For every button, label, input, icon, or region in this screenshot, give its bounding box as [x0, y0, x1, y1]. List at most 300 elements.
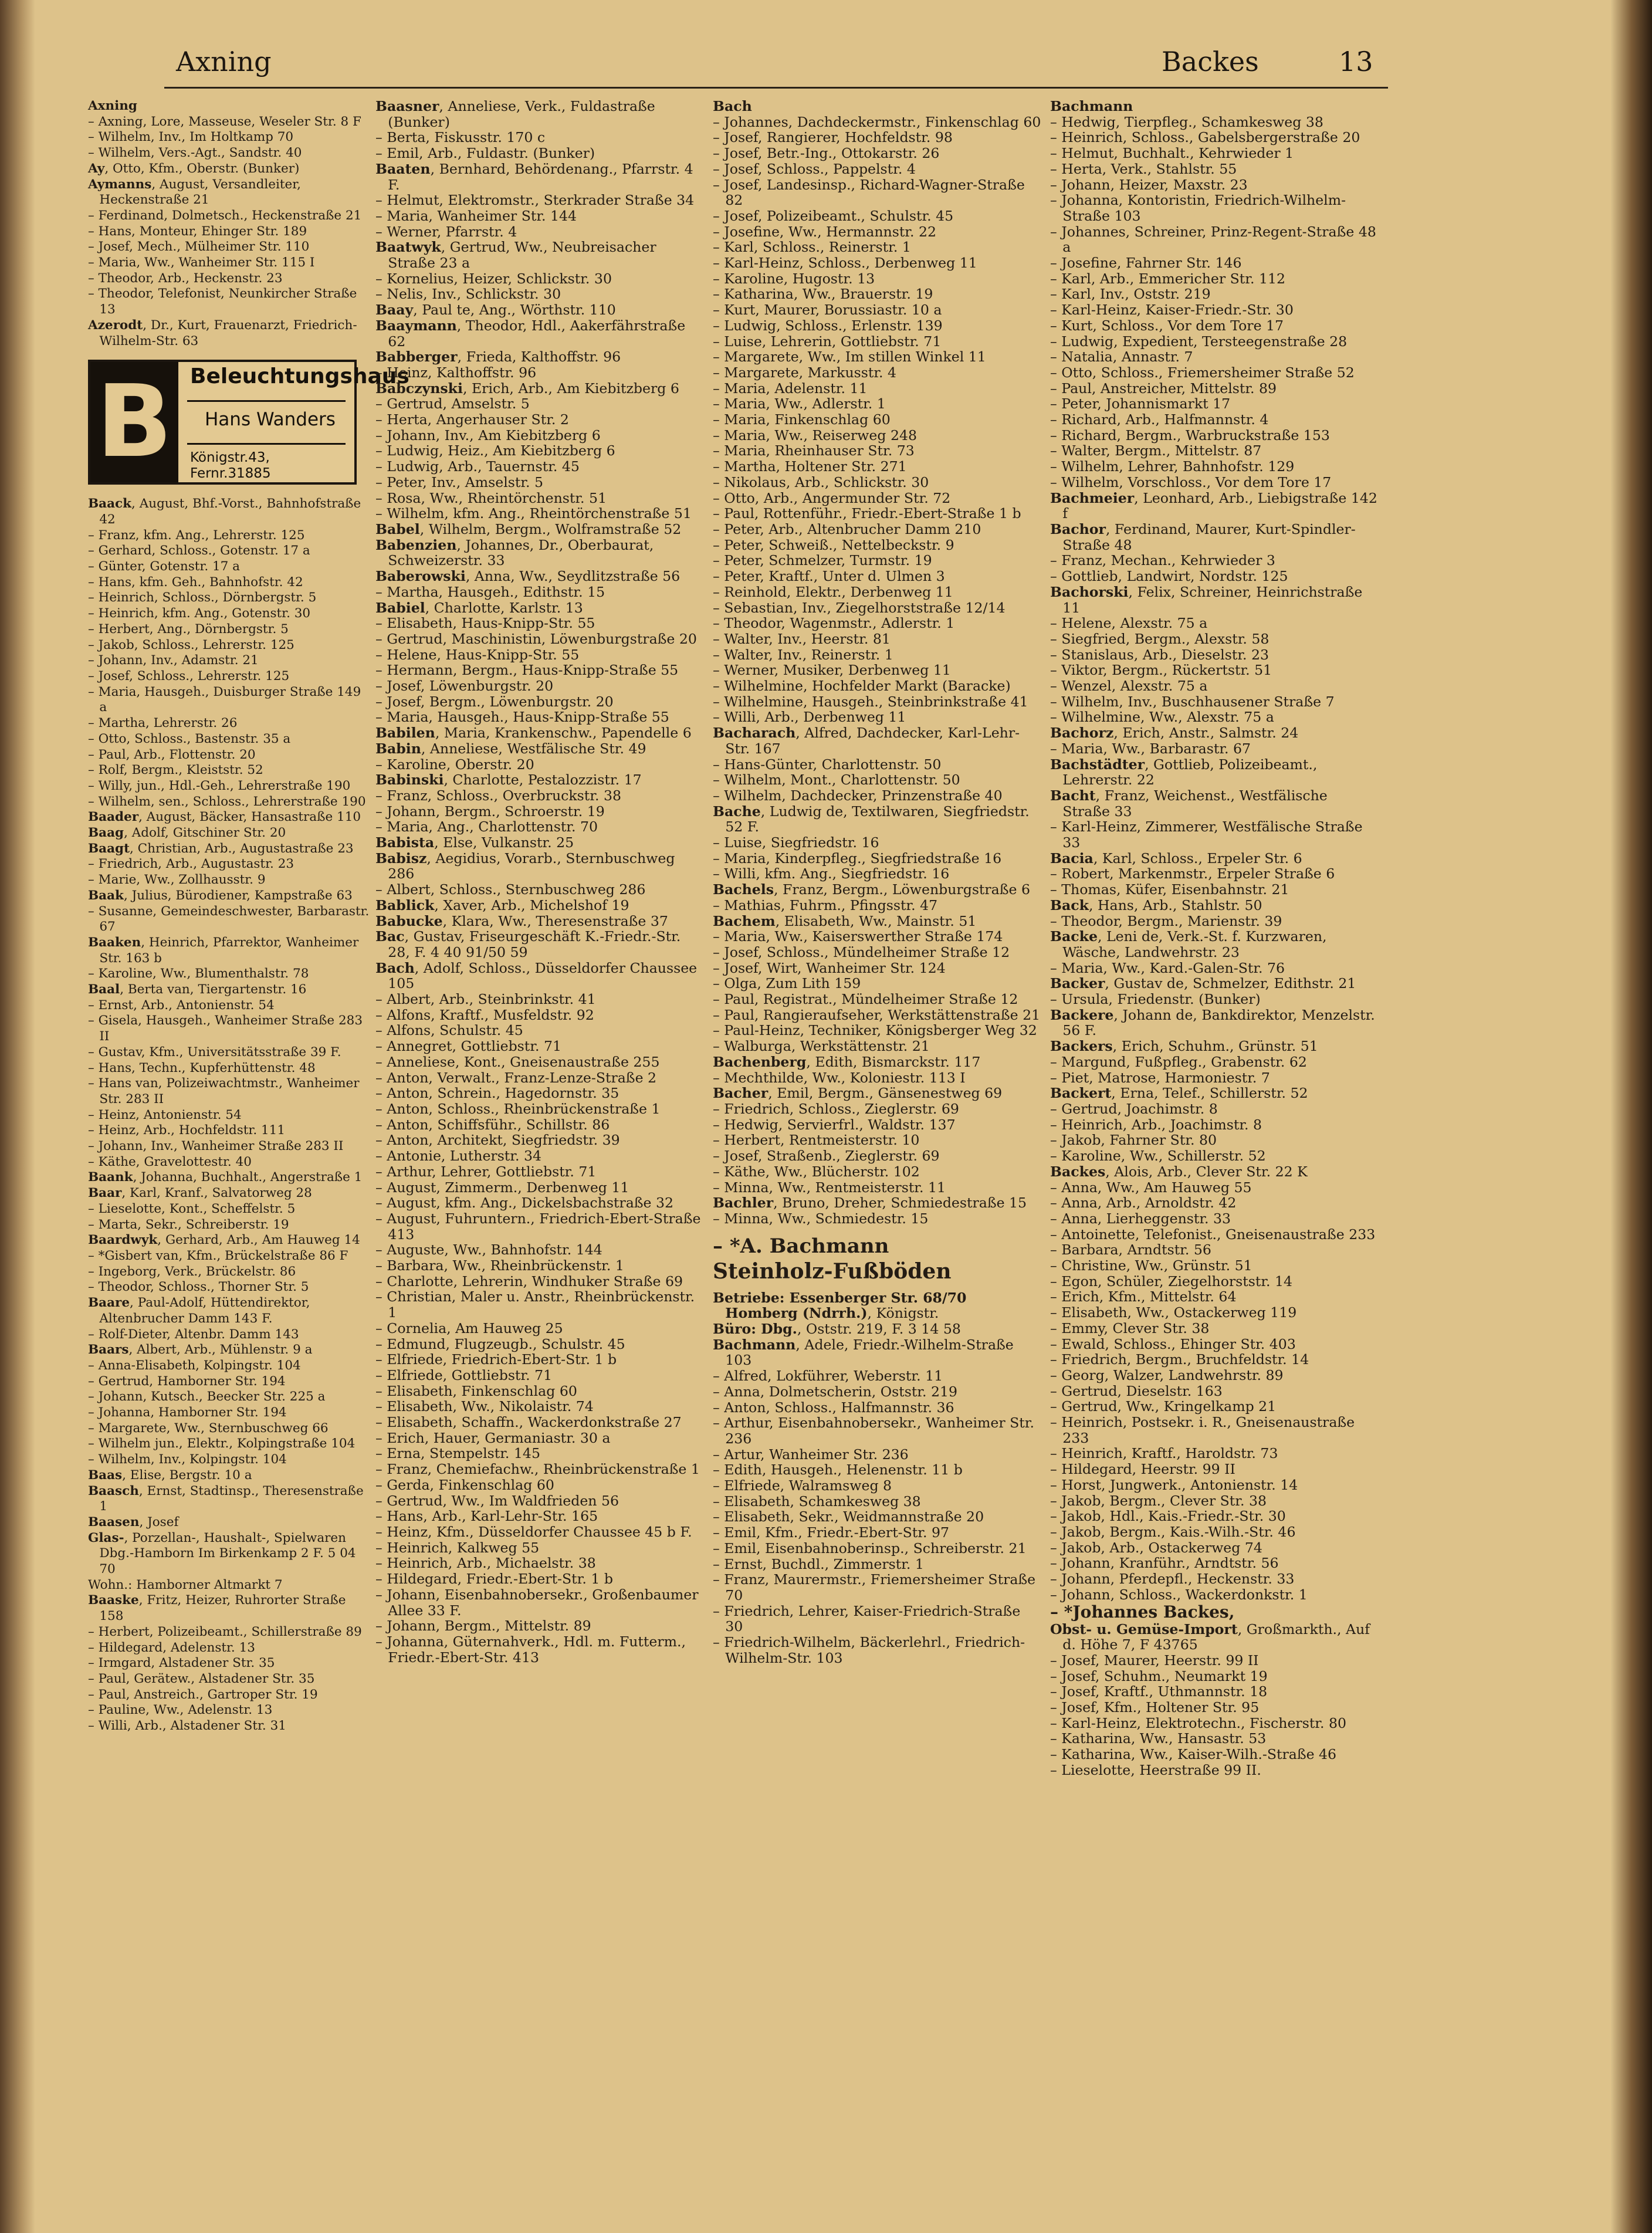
directory-entry: Babel, Wilhelm, Bergm., Wolframstraße 52 — [375, 520, 682, 537]
bachmann-ad-line1: – *A. Bachmann — [713, 1234, 889, 1258]
directory-entry: – Johannes, Dachdeckermstr., Finkenschlag 60 — [713, 113, 1041, 130]
backes-ad-line1: – *Johannes Backes, — [1050, 1602, 1235, 1622]
directory-entry: – August, Fuhruntern., Friedrich-Ebert-Straße 413 — [375, 1210, 701, 1243]
directory-entry: – Edith, Hausgeh., Helenenstr. 11 b — [713, 1461, 963, 1478]
directory-entry: – Heinz, Kalthoffstr. 96 — [375, 364, 537, 381]
directory-entry: – Elisabeth, Sekr., Weidmannstraße 20 — [713, 1508, 984, 1525]
header-right-name: Backes — [1162, 46, 1259, 77]
directory-entry: – Karl-Heinz, Schloss., Derbenweg 11 — [713, 255, 977, 272]
directory-entry: – Mathias, Fuhrm., Pfingsstr. 47 — [713, 896, 938, 914]
directory-entry: Babberger, Frieda, Kalthoffstr. 96 — [375, 349, 621, 366]
directory-entry: – Margund, Fußpfleg., Grabenstr. 62 — [1050, 1053, 1307, 1070]
directory-entry: – Werner, Musiker, Derbenweg 11 — [713, 662, 951, 679]
directory-entry: – Wilhelm, Dachdecker, Prinzenstraße 40 — [713, 787, 1003, 804]
directory-entry: Baal, Berta van, Tiergartenstr. 16 — [88, 982, 307, 997]
directory-entry: – Margarete, Ww., Im stillen Winkel 11 — [713, 349, 986, 366]
directory-entry: – Arthur, Eisenbahnobersekr., Wanheimer Str. 236 — [713, 1415, 1034, 1447]
directory-entry: – Johann, Inv., Am Kiebitzberg 6 — [375, 427, 601, 444]
directory-entry: – Jakob, Bergm., Kais.-Wilh.-Str. 46 — [1050, 1523, 1296, 1540]
directory-entry: – Maria, Rheinhauser Str. 73 — [713, 442, 915, 459]
directory-entry: Bac, Gustav, Friseurgeschäft K.-Friedr.-Str. 28, F. 4 40 91/50 59 — [375, 928, 681, 960]
directory-entry: Baberowski, Anna, Ww., Seydlitzstraße 56 — [375, 568, 681, 585]
directory-entry: – Johanna, Güternahverk., Hdl. m. Futterm., Friedr.-Ebert-Str. 413 — [375, 1633, 686, 1666]
directory-entry: – Wilhelm, Vers.-Agt., Sandstr. 40 — [88, 146, 302, 161]
directory-entry: Baasch, Ernst, Stadtinsp., Theresenstraße 1 — [88, 1483, 364, 1514]
column-1-entries-bottom — [88, 496, 370, 1734]
directory-entry: – Josef, Polizeibeamt., Schulstr. 45 — [713, 207, 954, 224]
ad-letter: B — [90, 362, 178, 482]
directory-entry: – Josef, Bergm., Löwenburgstr. 20 — [375, 693, 614, 710]
directory-entry: – Walburga, Werkstättenstr. 21 — [713, 1038, 930, 1055]
directory-entry: – Lieselotte, Heerstraße 99 II. — [1050, 1761, 1261, 1778]
directory-entry: – Natalia, Annastr. 7 — [1050, 349, 1193, 366]
directory-entry: – Ludwig, Heiz., Am Kiebitzberg 6 — [375, 442, 615, 459]
directory-entry: Baasner, Anneliese, Verk., Fuldastraße (Bunker) — [375, 98, 655, 130]
directory-entry: – Friedrich, Bergm., Bruchfeldstr. 14 — [1050, 1351, 1309, 1368]
directory-entry: – Irmgard, Alstadener Str. 35 — [88, 1656, 275, 1671]
directory-entry: Bachmann, Adele, Friedr.-Wilhelm-Straße 103 — [713, 1336, 1014, 1369]
beleuchtungshaus-ad — [88, 360, 409, 485]
directory-entry: – Maria, Ww., Kard.-Galen-Str. 76 — [1050, 959, 1285, 976]
directory-entry: – Sebastian, Inv., Ziegelhorststraße 12/14 — [713, 599, 1006, 616]
directory-entry: – Werner, Pfarrstr. 4 — [375, 223, 517, 240]
directory-entry: – Christian, Maler u. Anstr., Rheinbrückenstr. 1 — [375, 1288, 695, 1321]
directory-entry: – Herta, Angerhauser Str. 2 — [375, 411, 569, 428]
directory-entry: Babin, Anneliese, Westfälische Str. 49 — [375, 740, 646, 757]
directory-entry: Baay, Paul te, Ang., Wörthstr. 110 — [375, 302, 616, 319]
bachmann-ad — [713, 1234, 1041, 1284]
directory-entry: – Maria, Ww., Reiserweg 248 — [713, 427, 917, 444]
directory-entry: – Kurt, Maurer, Borussiastr. 10 a — [713, 302, 942, 319]
directory-entry: Bachenberg, Edith, Bismarckstr. 117 — [713, 1053, 981, 1070]
directory-entry: Baag, Adolf, Gitschiner Str. 20 — [88, 825, 286, 841]
directory-entry: – Hedwig, Servierfrl., Waldstr. 137 — [713, 1116, 956, 1133]
directory-entry: – Heinrich, Schloss., Gabelsbergerstraße 20 — [1050, 129, 1360, 146]
directory-entry: – Wilhelm, kfm. Ang., Rheintörchenstraße 51 — [375, 505, 692, 522]
directory-entry: – Marta, Sekr., Schreiberstr. 19 — [88, 1217, 289, 1232]
directory-entry: Baaske, Fritz, Heizer, Ruhrorter Straße 158 — [88, 1593, 346, 1624]
column-3-entries — [713, 99, 1041, 1666]
directory-entry: – Herta, Verk., Stahlstr. 55 — [1050, 160, 1237, 177]
directory-entry: – Erich, Hauer, Germaniastr. 30 a — [375, 1429, 611, 1446]
directory-entry: – Käthe, Gravelottestr. 40 — [88, 1154, 252, 1169]
column-2 — [375, 99, 704, 2164]
directory-entry: – Ludwig, Expedient, Tersteegenstraße 28 — [1050, 333, 1348, 350]
directory-entry: Obst- u. Gemüse-Import, Großmarkth., Auf d. Höhe 7, F 43765 — [1050, 1620, 1370, 1653]
directory-entry: – Josef, Löwenburgstr. 20 — [375, 678, 554, 695]
directory-entry: – Heinrich, Postsekr. i. R., Gneisenaustraße 233 — [1050, 1414, 1355, 1446]
directory-entry: – Barbara, Arndtstr. 56 — [1050, 1241, 1211, 1258]
directory-entry: – Josef, Schloss., Lehrerstr. 125 — [88, 668, 290, 684]
directory-entry: – August, Zimmerm., Derbenweg 11 — [375, 1179, 629, 1196]
directory-entry: – Franz, Chemiefachw., Rheinbrückenstraße 1 — [375, 1461, 700, 1478]
directory-entry: – Hans, Monteur, Ehinger Str. 189 — [88, 224, 307, 239]
directory-entry: – Anton, Schiffsführ., Schillstr. 86 — [375, 1116, 610, 1133]
directory-entry: – Johann, Bergm., Schroerstr. 19 — [375, 803, 605, 820]
directory-entry: – Gustav, Kfm., Universitätsstraße 39 F. — [88, 1044, 341, 1060]
directory-entry: – Johann, Schloss., Wackerdonkstr. 1 — [1050, 1586, 1308, 1603]
directory-entry: – Hermann, Bergm., Haus-Knipp-Straße 55 — [375, 662, 679, 679]
directory-entry: – Johannes, Schreiner, Prinz-Regent-Straße 48 a — [1050, 223, 1376, 256]
directory-entry: Baaken, Heinrich, Pfarrektor, Wanheimer Str. 163 b — [88, 935, 359, 966]
directory-entry: Wohn.: Hamborner Altmarkt 7 — [88, 1577, 283, 1592]
directory-entry: – Peter, Schmelzer, Turmstr. 19 — [713, 552, 932, 569]
directory-entry: – Ludwig, Schloss., Erlenstr. 139 — [713, 317, 943, 334]
directory-entry: – Josefine, Ww., Hermannstr. 22 — [713, 223, 937, 240]
directory-entry: – Josef, Straßenb., Zieglerstr. 69 — [713, 1148, 940, 1165]
directory-entry: – Gerhard, Schloss., Gotenstr. 17 a — [88, 543, 310, 559]
directory-entry: Babista, Else, Vulkanstr. 25 — [375, 834, 574, 851]
directory-entry: – Josef, Schloss., Pappelstr. 4 — [713, 160, 916, 177]
directory-entry: – Gertrud, Ww., Im Waldfrieden 56 — [375, 1492, 619, 1509]
directory-entry: – Hans, Techn., Kupferhüttenstr. 48 — [88, 1060, 316, 1075]
directory-entry: – Maria, Hausgeh., Haus-Knipp-Straße 55 — [375, 709, 669, 726]
directory-entry: Babinski, Charlotte, Pestalozzistr. 17 — [375, 772, 642, 789]
directory-entry: Baank, Johanna, Buchhalt., Angerstraße 1 — [88, 1170, 363, 1185]
directory-entry: – Josef, Rangierer, Hochfeldstr. 98 — [713, 129, 953, 146]
directory-entry: Bacht, Franz, Weichenst., Westfälische Straße 33 — [1050, 787, 1328, 820]
directory-entry: – Reinhold, Elektr., Derbenweg 11 — [713, 583, 953, 600]
ad-rule — [187, 443, 346, 445]
directory-entry: – Josef, Schuhm., Neumarkt 19 — [1050, 1667, 1268, 1684]
directory-entry: – Viktor, Bergm., Rückertstr. 51 — [1050, 662, 1272, 679]
directory-entry: – Paul, Anstreich., Gartroper Str. 19 — [88, 1687, 318, 1702]
directory-entry: – Wilhelm, Inv., Buschhausener Straße 7 — [1050, 693, 1335, 710]
directory-entry: – Annegret, Gottliebstr. 71 — [375, 1038, 561, 1055]
directory-entry: – Paul-Heinz, Techniker, Königsberger Weg 32 — [713, 1022, 1037, 1039]
header-rule — [164, 87, 1388, 89]
directory-entry: – Heinz, Antonienstr. 54 — [88, 1107, 242, 1122]
directory-entry: – Ernst, Arb., Antonienstr. 54 — [88, 997, 275, 1013]
directory-entry: – Elisabeth, Ww., Ostackerweg 119 — [1050, 1304, 1297, 1321]
directory-entry: Bach — [713, 98, 752, 114]
directory-entry: – Jakob, Hdl., Kais.-Friedr.-Str. 30 — [1050, 1508, 1286, 1525]
directory-entry: – Anna, Dolmetscherin, Oststr. 219 — [713, 1383, 958, 1400]
directory-entry: – Johann, Kranführ., Arndtstr. 56 — [1050, 1555, 1279, 1572]
column-1 — [88, 99, 409, 2164]
directory-entry: – Martha, Hausgeh., Edithstr. 15 — [375, 583, 605, 600]
directory-entry: Axning — [88, 99, 137, 113]
directory-entry: Baare, Paul-Adolf, Hüttendirektor, Altenbrucher Damm 143 F. — [88, 1295, 310, 1326]
directory-entry: – Susanne, Gemeindeschwester, Barbarastr. 67 — [88, 904, 370, 935]
directory-entry: – Rolf-Dieter, Altenbr. Damm 143 — [88, 1327, 299, 1342]
directory-entry: – Margarete, Ww., Sternbuschweg 66 — [88, 1420, 329, 1436]
directory-entry: Back, Hans, Arb., Stahlstr. 50 — [1050, 896, 1262, 914]
directory-entry: – Wilhelm, Inv., Im Holtkamp 70 — [88, 130, 294, 145]
directory-entry: – Anna, Arb., Arnoldstr. 42 — [1050, 1195, 1237, 1212]
directory-entry: Aymanns, August, Versandleiter, Heckenstraße 21 — [88, 177, 301, 208]
directory-entry: – Wilhelm, Mont., Charlottenstr. 50 — [713, 772, 960, 789]
directory-entry: – Katharina, Ww., Kaiser-Wilh.-Straße 46 — [1050, 1746, 1337, 1763]
directory-entry: – Heinrich, Kraftf., Haroldstr. 73 — [1050, 1445, 1278, 1462]
directory-entry: Baasen, Josef — [88, 1514, 179, 1530]
directory-entry: – Anna-Elisabeth, Kolpingstr. 104 — [88, 1358, 301, 1373]
directory-entry: – August, kfm. Ang., Dickelsbachstraße 32 — [375, 1195, 674, 1212]
directory-entry: – Berta, Fiskusstr. 170 c — [375, 129, 546, 146]
directory-entry: Babisz, Aegidius, Vorarb., Sternbuschweg 286 — [375, 850, 675, 882]
directory-entry: – Theodor, Telefonist, Neunkircher Straße 13 — [88, 286, 357, 317]
directory-entry: – Heinrich, Arb., Michaelstr. 38 — [375, 1555, 596, 1572]
directory-entry: Babczynski, Erich, Arb., Am Kiebitzberg 6 — [375, 380, 679, 397]
directory-entry: – Karl-Heinz, Kaiser-Friedr.-Str. 30 — [1050, 302, 1294, 319]
directory-entry: Baardwyk, Gerhard, Arb., Am Hauweg 14 — [88, 1233, 360, 1248]
directory-entry: – Helmut, Buchhalt., Kehrwieder 1 — [1050, 145, 1294, 162]
directory-entry: – Johann, Kutsch., Beecker Str. 225 a — [88, 1389, 326, 1405]
directory-entry: – Anna, Lierheggenstr. 33 — [1050, 1210, 1231, 1227]
directory-entry: – Maria, Ww., Kaiserswerther Straße 174 — [713, 928, 1003, 945]
directory-entry: – Emil, Kfm., Friedr.-Ebert-Str. 97 — [713, 1524, 950, 1541]
directory-entry: – Peter, Schweiß., Nettelbeckstr. 9 — [713, 536, 954, 553]
directory-entry: – Josef, Kfm., Holtener Str. 95 — [1050, 1699, 1260, 1716]
directory-entry: – Auguste, Ww., Bahnhofstr. 144 — [375, 1241, 602, 1258]
directory-entry: – Willi, Arb., Alstadener Str. 31 — [88, 1718, 286, 1734]
directory-entry: Azerodt, Dr., Kurt, Frauenarzt, Friedrich-Wilhelm-Str. 63 — [88, 317, 357, 349]
directory-entry: – Elfriede, Friedrich-Ebert-Str. 1 b — [375, 1351, 617, 1368]
directory-entry: – Helene, Alexstr. 75 a — [1050, 615, 1208, 632]
directory-entry: Bachmann — [1050, 98, 1133, 114]
directory-entry: – Richard, Bergm., Warbruckstraße 153 — [1050, 427, 1330, 444]
directory-entry: – Anneliese, Kont., Gneisenaustraße 255 — [375, 1053, 660, 1070]
page-number: 13 — [1339, 46, 1373, 77]
directory-entry: – Wilhelm, Vorschloss., Vor dem Tore 17 — [1050, 473, 1332, 490]
directory-entry: Bachstädter, Gottlieb, Polizeibeamt., Lehrerstr. 22 — [1050, 756, 1318, 789]
directory-entry: – Erich, Kfm., Mittelstr. 64 — [1050, 1288, 1237, 1305]
directory-entry: – Jakob, Fahrner Str. 80 — [1050, 1132, 1217, 1149]
directory-entry: Bachorz, Erich, Anstr., Salmstr. 24 — [1050, 725, 1299, 742]
directory-entry: – Josef, Maurer, Heerstr. 99 II — [1050, 1652, 1259, 1669]
directory-entry: Bachels, Franz, Bergm., Löwenburgstraße 6 — [713, 881, 1030, 898]
directory-entry: – Otto, Arb., Angermunder Str. 72 — [713, 489, 951, 506]
directory-entry: – Richard, Arb., Halfmannstr. 4 — [1050, 411, 1269, 428]
directory-entry: – *Gisbert van, Kfm., Brückelstraße 86 F — [88, 1249, 348, 1263]
directory-entry: Backer, Gustav de, Schmelzer, Edithstr. 21 — [1050, 975, 1356, 992]
directory-entry: – Emil, Eisenbahnoberinsp., Schreiberstr. 21 — [713, 1540, 1027, 1557]
directory-entry: – Minna, Ww., Schmiedestr. 15 — [713, 1210, 929, 1227]
directory-entry: – Ursula, Friedenstr. (Bunker) — [1050, 991, 1261, 1008]
directory-entry: Bacher, Emil, Bergm., Gänsenestweg 69 — [713, 1085, 1003, 1102]
directory-entry: – Hans, Arb., Karl-Lehr-Str. 165 — [375, 1508, 598, 1525]
directory-entry: – Peter, Johannismarkt 17 — [1050, 395, 1231, 412]
directory-entry: Babucke, Klara, Ww., Theresenstraße 37 — [375, 912, 668, 929]
directory-entry: – Jakob, Arb., Ostackerweg 74 — [1050, 1539, 1262, 1556]
directory-entry: – Maria, Ww., Wanheimer Str. 115 I — [88, 255, 315, 270]
directory-entry: – Herbert, Rentmeisterstr. 10 — [713, 1132, 920, 1149]
directory-entry: – Gottlieb, Landwirt, Nordstr. 125 — [1050, 568, 1288, 585]
directory-entry: – Barbara, Ww., Rheinbrückenstr. 1 — [375, 1257, 624, 1274]
directory-entry: – Anton, Verwalt., Franz-Lenze-Straße 2 — [375, 1069, 657, 1086]
directory-entry: – Axning, Lore, Masseuse, Weseler Str. 8 F — [88, 114, 361, 129]
header-left-name: Axning — [176, 46, 272, 77]
directory-entry: – Walter, Inv., Reinerstr. 1 — [713, 646, 893, 663]
directory-entry: – Friedrich, Schloss., Zieglerstr. 69 — [713, 1101, 959, 1117]
ad-rule — [187, 400, 346, 402]
directory-entry: – Maria, Hausgeh., Duisburger Straße 149 a — [88, 684, 361, 715]
directory-entry: – Alfred, Lokführer, Weberstr. 11 — [713, 1368, 943, 1385]
directory-entry: – Rolf, Bergm., Kleiststr. 52 — [88, 763, 263, 778]
directory-entry: Bacharach, Alfred, Dachdecker, Karl-Lehr-Str. 167 — [713, 725, 1020, 757]
directory-entry: – Willi, kfm. Ang., Siegfriedstr. 16 — [713, 865, 950, 882]
directory-entry: – Gisela, Hausgeh., Wanheimer Straße 283 II — [88, 1013, 363, 1044]
directory-entry: – Marie, Ww., Zollhausstr. 9 — [88, 872, 266, 888]
directory-entry: – Charlotte, Lehrerin, Windhuker Straße 69 — [375, 1273, 683, 1290]
directory-entry: – Herbert, Ang., Dörnbergstr. 5 — [88, 621, 289, 637]
directory-entry: – Minna, Ww., Rentmeisterstr. 11 — [713, 1179, 946, 1196]
directory-entry: – Karl, Arb., Emmericher Str. 112 — [1050, 270, 1286, 287]
directory-entry: – Johanna, Hamborner Str. 194 — [88, 1405, 287, 1420]
directory-entry: – Maria, Wanheimer Str. 144 — [375, 207, 577, 224]
directory-entry: – Heinrich, Kalkweg 55 — [375, 1539, 540, 1556]
directory-entry: – Gertrud, Dieselstr. 163 — [1050, 1382, 1223, 1399]
directory-entry: Bache, Ludwig de, Textilwaren, Siegfriedstr. 52 F. — [713, 803, 1030, 835]
directory-entry: Bablick, Xaver, Arb., Michelshof 19 — [375, 896, 629, 914]
directory-entry: Baars, Albert, Arb., Mühlenstr. 9 a — [88, 1342, 313, 1358]
directory-entry: – Johann, Inv., Wanheimer Straße 283 II — [88, 1139, 344, 1154]
directory-entry: – Thomas, Küfer, Eisenbahnstr. 21 — [1050, 881, 1289, 898]
column-3 — [713, 99, 1041, 2164]
directory-entry: – Johann, Bergm., Mittelstr. 89 — [375, 1618, 591, 1635]
directory-entry: – Heinrich, Schloss., Dörnbergstr. 5 — [88, 590, 317, 605]
directory-entry: – Josef, Kraftf., Uthmannstr. 18 — [1050, 1683, 1268, 1700]
directory-entry: – Käthe, Ww., Blücherstr. 102 — [713, 1163, 920, 1180]
directory-entry: – Nelis, Inv., Schlickstr. 30 — [375, 286, 561, 303]
directory-entry: – Elisabeth, Haus-Knipp-Str. 55 — [375, 615, 595, 632]
column-4-entries — [1050, 99, 1379, 1778]
directory-entry: – Luise, Lehrerin, Gottliebstr. 71 — [713, 333, 942, 350]
directory-entry: – Maria, Ww., Barbarastr. 67 — [1050, 740, 1251, 757]
directory-entry: Baader, August, Bäcker, Hansastraße 110 — [88, 810, 361, 825]
column-2-entries — [375, 99, 704, 1665]
directory-entry: – Helene, Haus-Knipp-Str. 55 — [375, 646, 580, 663]
directory-entry: – Paul, Gerätew., Alstadener Str. 35 — [88, 1671, 315, 1686]
directory-entry: – Walter, Inv., Heerstr. 81 — [713, 630, 891, 647]
directory-entry: – Karl-Heinz, Elektrotechn., Fischerstr. 80 — [1050, 1714, 1347, 1731]
directory-entry: – Wilhelmine, Hausgeh., Steinbrinkstraße 41 — [713, 693, 1028, 710]
directory-entry: – Jakob, Schloss., Lehrerstr. 125 — [88, 637, 294, 652]
directory-entry: – Ingeborg, Verk., Brückelstr. 86 — [88, 1264, 296, 1279]
directory-entry: – Paul, Anstreicher, Mittelstr. 89 — [1050, 380, 1277, 397]
directory-entry: – Hildegard, Friedr.-Ebert-Str. 1 b — [375, 1571, 613, 1588]
directory-entry: Baas, Elise, Bergstr. 10 a — [88, 1467, 252, 1483]
directory-entry: – Heinrich, kfm. Ang., Gotenstr. 30 — [88, 606, 311, 621]
directory-entry: – Wilhelm, Inv., Kolpingstr. 104 — [88, 1452, 287, 1467]
directory-entry: – Alfons, Schulstr. 45 — [375, 1022, 523, 1039]
directory-entry: – Willi, Arb., Derbenweg 11 — [713, 709, 906, 726]
directory-entry: – Hildegard, Adelenstr. 13 — [88, 1640, 255, 1655]
directory-entry: – Gertrud, Hamborner Str. 194 — [88, 1373, 286, 1389]
directory-entry: – Martha, Holtener Str. 271 — [713, 458, 907, 475]
directory-entry: – Maria, Kinderpfleg., Siegfriedstraße 16 — [713, 850, 1002, 867]
directory-entry: – Karoline, Hugostr. 13 — [713, 270, 875, 287]
directory-entry: Bachor, Ferdinand, Maurer, Kurt-Spindler-Straße 48 — [1050, 520, 1356, 553]
directory-entry: – Ewald, Schloss., Ehinger Str. 403 — [1050, 1335, 1296, 1352]
directory-entry: – Elisabeth, Finkenschlag 60 — [375, 1382, 577, 1399]
directory-entry: – Peter, Kraftf., Unter d. Ulmen 3 — [713, 568, 945, 585]
directory-entry: Backere, Johann de, Bankdirektor, Menzelstr. 56 F. — [1050, 1006, 1375, 1039]
directory-entry: – Elisabeth, Schamkesweg 38 — [713, 1493, 921, 1510]
directory-entry: – Cornelia, Am Hauweg 25 — [375, 1320, 563, 1337]
directory-entry: – Elfriede, Gottliebstr. 71 — [375, 1366, 553, 1383]
directory-entry: – Gerda, Finkenschlag 60 — [375, 1476, 554, 1493]
directory-entry: – Karoline, Ww., Schillerstr. 52 — [1050, 1148, 1266, 1165]
directory-entry: – Theodor, Schloss., Thorner Str. 5 — [88, 1280, 309, 1295]
directory-entry: – Karoline, Oberstr. 20 — [375, 756, 534, 773]
directory-entry: – Josefine, Fahrner Str. 146 — [1050, 255, 1242, 272]
directory-entry: Bachler, Bruno, Dreher, Schmiedestraße 15 — [713, 1195, 1027, 1212]
directory-entry: Backes, Alois, Arb., Clever Str. 22 K — [1050, 1163, 1308, 1180]
directory-entry: – Josef, Wirt, Wanheimer Str. 124 — [713, 959, 946, 976]
directory-entry: – Jakob, Bergm., Clever Str. 38 — [1050, 1492, 1267, 1509]
directory-entry: – Albert, Arb., Steinbrinkstr. 41 — [375, 991, 596, 1008]
directory-entry: – Franz, Maurermstr., Friemersheimer Straße 70 — [713, 1571, 1036, 1603]
directory-entry: – Robert, Markenmstr., Erpeler Straße 6 — [1050, 865, 1335, 882]
directory-entry: – Anton, Schrein., Hagedornstr. 35 — [375, 1085, 620, 1102]
directory-entry: – Gertrud, Amselstr. 5 — [375, 395, 530, 412]
directory-entry: – Pauline, Ww., Adelenstr. 13 — [88, 1703, 273, 1718]
directory-entry: Backe, Leni de, Verk.-St. f. Kurzwaren, Wäsche, Landwehrstr. 23 — [1050, 928, 1327, 960]
column-1-entries-top — [88, 99, 370, 349]
directory-entry: – Herbert, Polizeibeamt., Schillerstraße 89 — [88, 1624, 362, 1639]
ad-address: Königstr.43, Fernr.31885 — [190, 450, 271, 481]
ad-title: Beleuchtungshaus — [190, 364, 409, 389]
directory-entry: – Wilhelm jun., Elektr., Kolpingstraße 104 — [88, 1436, 356, 1452]
directory-entry: Baagt, Christian, Arb., Augustastraße 23 — [88, 841, 354, 856]
directory-entry: – Theodor, Arb., Heckenstr. 23 — [88, 270, 283, 286]
directory-entry: – Franz, Mechan., Kehrwieder 3 — [1050, 552, 1275, 569]
directory-entry: – Horst, Jungwerk., Antonienstr. 14 — [1050, 1476, 1298, 1493]
directory-entry: Büro: Dbg., Oststr. 219, F. 3 14 58 — [713, 1321, 961, 1338]
directory-entry: – Anna, Ww., Am Hauweg 55 — [1050, 1179, 1252, 1196]
directory-entry: – Margarete, Markusstr. 4 — [713, 364, 897, 381]
directory-entry: – Günter, Gotenstr. 17 a — [88, 559, 240, 574]
directory-entry: – Hans, kfm. Geh., Bahnhofstr. 42 — [88, 574, 303, 590]
column-4 — [1050, 99, 1379, 2164]
directory-entry: – Martha, Lehrerstr. 26 — [88, 716, 238, 731]
directory-entry: – Elisabeth, Schaffn., Wackerdonkstraße 27 — [375, 1414, 682, 1431]
directory-entry: – Anton, Schloss., Rheinbrückenstraße 1 — [375, 1101, 661, 1117]
directory-entry: – Franz, kfm. Ang., Lehrerstr. 125 — [88, 527, 305, 543]
directory-entry: – Josef, Landesinsp., Richard-Wagner-Straße 82 — [713, 176, 1025, 209]
directory-entry: – Antonie, Lutherstr. 34 — [375, 1148, 541, 1165]
directory-entry: Bachorski, Felix, Schreiner, Heinrichstraße 11 — [1050, 583, 1363, 616]
directory-entry: Baar, Karl, Kranf., Salvatorweg 28 — [88, 1186, 312, 1201]
directory-entry: – Helmut, Elektromstr., Sterkrader Straße 34 — [375, 192, 695, 209]
directory-entry: Bacia, Karl, Schloss., Erpeler Str. 6 — [1050, 850, 1302, 867]
directory-entry: – Ernst, Buchdl., Zimmerstr. 1 — [713, 1555, 924, 1572]
directory-entry: – Friedrich-Wilhelm, Bäckerlehrl., Friedrich-Wilhelm-Str. 103 — [713, 1634, 1025, 1666]
directory-entry: – Karl-Heinz, Zimmerer, Westfälische Straße 33 — [1050, 818, 1363, 851]
directory-entry: Betriebe: Essenberger Str. 68/70 Homberg (Ndrrh.), Königstr. — [713, 1289, 967, 1322]
directory-entry: – Gertrud, Maschinistin, Löwenburgstraße 20 — [375, 630, 697, 647]
directory-entry: Backert, Erna, Telef., Schillerstr. 52 — [1050, 1085, 1308, 1102]
directory-entry: – Karl, Schloss., Reinerstr. 1 — [713, 239, 911, 256]
directory-entry: – Johann, Inv., Adamstr. 21 — [88, 653, 259, 668]
directory-entry: – Josef, Mech., Mülheimer Str. 110 — [88, 239, 310, 255]
directory-entry: – Josef, Schloss., Mündelheimer Straße 12 — [713, 943, 1010, 960]
directory-entry: – Piet, Matrose, Harmoniestr. 7 — [1050, 1069, 1270, 1086]
directory-entry: – Erna, Stempelstr. 145 — [375, 1445, 540, 1462]
directory-entry: – Karl, Inv., Oststr. 219 — [1050, 286, 1211, 303]
directory-entry: – Rosa, Ww., Rheintörchenstr. 51 — [375, 489, 607, 506]
directory-entry: Glas-, Porzellan-, Haushalt-, Spielwaren Dbg.-Hamborn Im Birkenkamp 2 F. 5 04 70 — [88, 1530, 356, 1577]
directory-entry: – Olga, Zum Lith 159 — [713, 975, 861, 992]
directory-entry: Baaten, Bernhard, Behördenang., Pfarrstr. 4 F. — [375, 160, 693, 193]
directory-entry: – Maria, Ww., Adlerstr. 1 — [713, 395, 886, 412]
directory-entry: Ay, Otto, Kfm., Oberstr. (Bunker) — [88, 161, 300, 176]
directory-entry: – Johanna, Kontoristin, Friedrich-Wilhelm-Straße 103 — [1050, 192, 1346, 224]
directory-entry: – Heinz, Kfm., Düsseldorfer Chaussee 45 b F. — [375, 1523, 692, 1540]
directory-entry: – Elfriede, Walramsweg 8 — [713, 1477, 892, 1494]
directory-entry: Bach, Adolf, Schloss., Düsseldorfer Chaussee 105 — [375, 959, 698, 992]
